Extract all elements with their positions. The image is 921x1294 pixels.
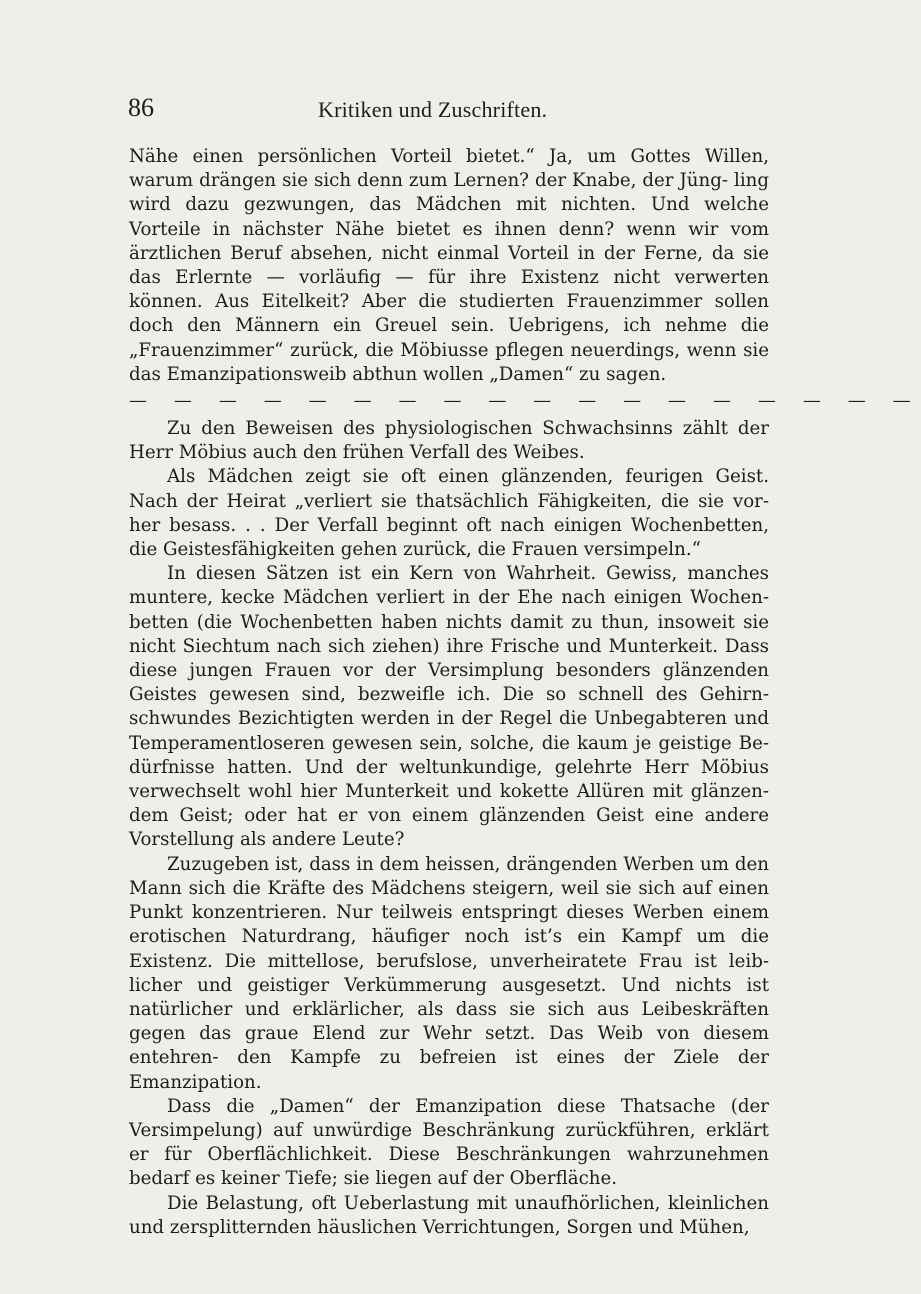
- paragraph-7: Die Belastung, oft Ueberlastung mit unaufhörlichen, kleinlichen und zersplitternden häuslichen Verrichtungen, Sorgen und Mühen,: [129, 1192, 769, 1238]
- paragraph-3: Als Mädchen zeigt sie oft einen glänzenden, feurigen Geist. Nach der Heirat „verliert sie thatsächlich Fähigkeiten, die sie vor- her besass. . . Der Verfall beginnt oft nach einigen Wochenbetten, die Geistesfähigkeiten gehen zurück, die Frauen versimpeln.“: [129, 466, 769, 561]
- running-title: Kritiken und Zuschriften.: [318, 97, 548, 122]
- paragraph-1: Nähe einen persönlichen Vorteil bietet.“ Ja, um Gottes Willen, warum drängen sie sich denn zum Lernen? der Knabe, der Jüng- ling wird dazu gezwungen, das Mädchen mit nichten. Und welche Vorteile in nächster Nähe bietet es ihnen denn? wenn wir vom ärztlichen Beruf absehen, nicht einmal Vorteil in der Ferne, da sie das Erlernte — vorläufig — für ihre Existenz nicht verwerten können. Aus Eitelkeit? Aber die studierten Frauenzimmer sollen doch den Männern ein Greuel sein. Uebrigens, ich nehme die „Frauenzimmer“ zurück, die Möbiusse pflegen neuerdings, wenn sie das Emanzipationsweib abthun wollen „Damen“ zu sagen.: [129, 146, 769, 385]
- paragraph-2: Zu den Beweisen des physiologischen Schwachsinns zählt der Herr Möbius auch den frühen Verfall des Weibes.: [129, 418, 769, 464]
- body-text: [129, 145, 921, 1240]
- section-separator: [129, 387, 921, 415]
- paragraph-5: Zuzugeben ist, dass in dem heissen, drängenden Werben um den Mann sich die Kräfte des Mädchens steigern, weil sie sich auf einen Punkt konzentrieren. Nur teilweis entspringt dieses Werben einem erotischen Naturdrang, häufiger noch ist’s ein Kampf um die Existenz. Die mittellose, berufslose, unverheiratete Frau ist leib- licher und geistiger Verkümmerung ausgesetzt. Und nichts ist natürlicher und erklärlicher, als dass sie sich aus Leibeskräften gegen das graue Elend zur Wehr setzt. Das Weib von diesem entehren- den Kampfe zu befreien ist eines der Ziele der Emanzipation.: [129, 853, 769, 1093]
- paragraph-6: Dass die „Damen“ der Emanzipation diese Thatsache (der Versimpelung) auf unwürdige Beschränkung zurückführen, erklärt er für Oberflächlichkeit. Diese Beschränkungen wahrzunehmen bedarf es keiner Tiefe; sie liegen auf der Oberfläche.: [129, 1095, 769, 1190]
- page-number: 86: [128, 93, 154, 122]
- separator-dashes: — — — — — — — — — — — — — — — — — —: [129, 389, 921, 411]
- running-head: [128, 93, 768, 133]
- paragraph-4: In diesen Sätzen ist ein Kern von Wahrheit. Gewiss, manches muntere, kecke Mädchen verliert in der Ehe nach einigen Wochen- betten (die Wochenbetten haben nichts damit zu thun, insoweit sie nicht Siechtum nach sich ziehen) ihre Frische und Munterkeit. Dass diese jungen Frauen vor der Versimplung besonders glänzenden Geistes gewesen sind, bezweifle ich. Die so schnell des Gehirn- schwundes Bezichtigten werden in der Regel die Unbegabteren und Temperamentloseren gewesen sein, solche, die kaum je geistige Be- dürfnisse hatten. Und der weltunkundige, gelehrte Herr Möbius verwechselt wohl hier Munterkeit und kokette Allüren mit glänzen- dem Geist; oder hat er von einem glänzenden Geist eine andere Vorstellung als andere Leute?: [129, 563, 769, 851]
